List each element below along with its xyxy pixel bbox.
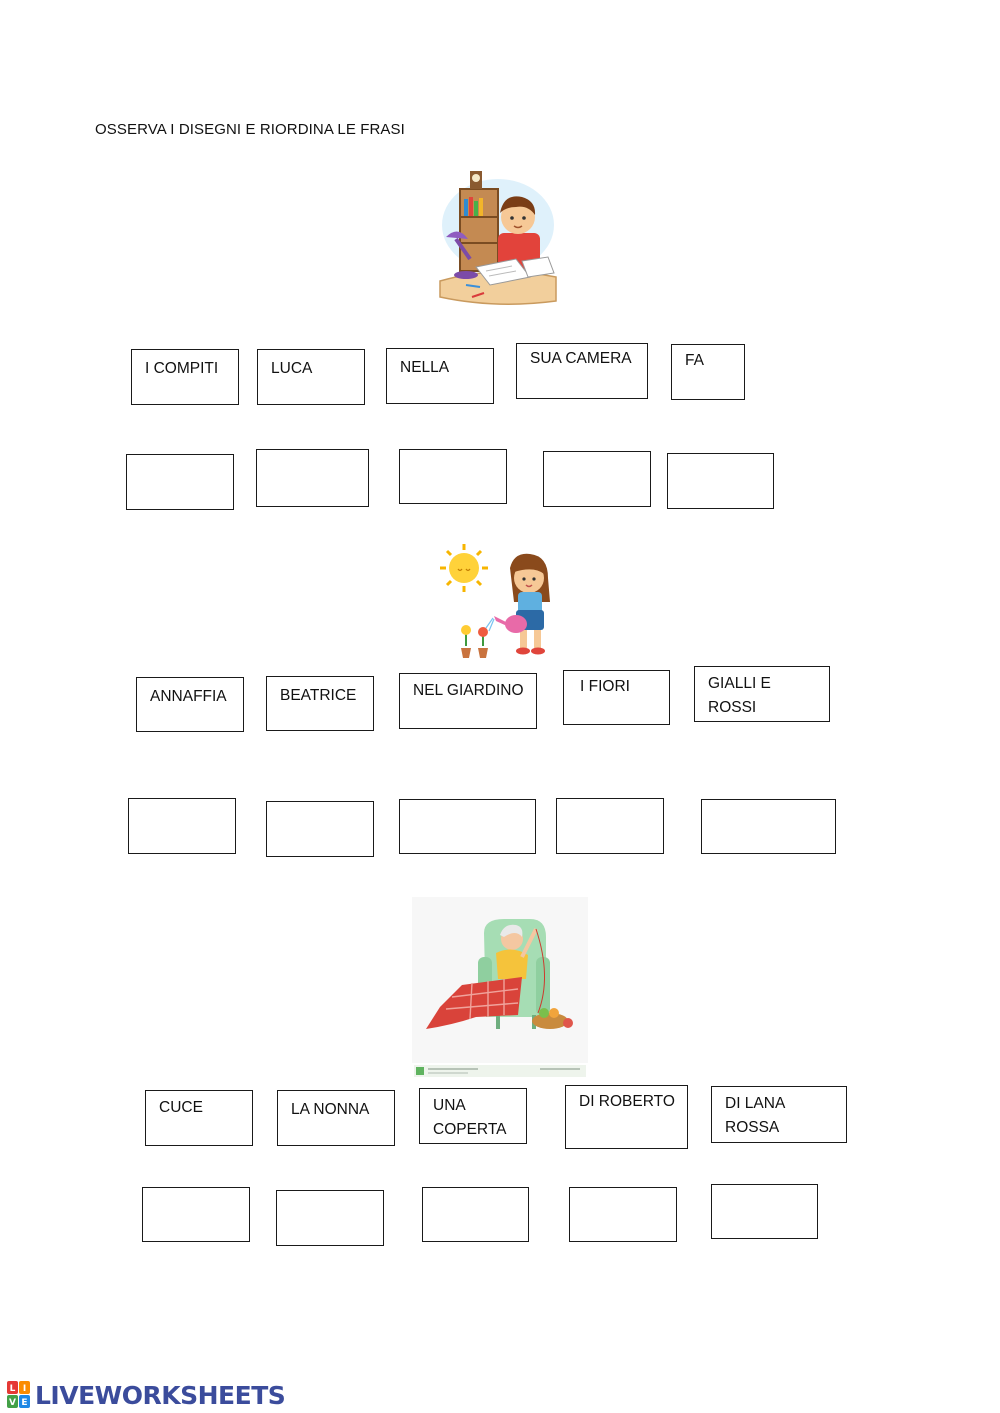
liveworksheets-logo[interactable] — [7, 1381, 285, 1409]
sun-icon — [440, 544, 488, 592]
svg-text:I: I — [22, 1384, 27, 1394]
word-card-fa[interactable] — [671, 344, 745, 400]
svg-text:V: V — [9, 1398, 16, 1408]
svg-text:L: L — [9, 1384, 16, 1394]
boy-doing-homework-illustration — [436, 163, 560, 311]
answer-slot[interactable] — [399, 799, 536, 854]
word-card-i-compiti[interactable] — [131, 349, 239, 405]
word-text: ANNAFFIA — [150, 688, 227, 705]
word-card-sua-camera[interactable] — [516, 343, 648, 399]
logo-text: LIVEWORKSHEETS — [35, 1380, 286, 1410]
word-text: NELLA — [400, 359, 450, 376]
word-text: ROSSA — [725, 1119, 780, 1136]
liveworksheets-logo-icon — [7, 1381, 31, 1409]
answer-slot[interactable] — [543, 451, 651, 507]
word-text: I FIORI — [580, 678, 630, 695]
answer-slot[interactable] — [556, 798, 664, 854]
girl-watering-flowers-illustration — [438, 542, 562, 662]
grandmother-sewing-blanket-illustration — [412, 897, 588, 1079]
answer-slot[interactable] — [711, 1184, 818, 1239]
word-text: NEL GIARDINO — [413, 682, 524, 699]
word-card-gialli-e-rossi[interactable] — [694, 666, 830, 722]
word-card-di-roberto[interactable] — [565, 1085, 688, 1149]
answer-slot[interactable] — [142, 1187, 250, 1242]
answer-slot[interactable] — [422, 1187, 529, 1242]
word-text: GIALLI E — [708, 675, 771, 692]
instruction-title: OSSERVA I DISEGNI E RIORDINA LE FRASI — [95, 121, 405, 138]
word-text: CUCE — [159, 1099, 203, 1116]
word-card-nel-giardino[interactable] — [399, 673, 537, 729]
word-card-la-nonna[interactable] — [277, 1090, 395, 1146]
word-text: COPERTA — [433, 1121, 507, 1138]
word-text: FA — [685, 352, 704, 369]
word-text: LUCA — [271, 360, 313, 377]
word-text: I COMPITI — [145, 360, 219, 377]
word-card-annaffia[interactable] — [136, 677, 244, 732]
answer-slot[interactable] — [276, 1190, 384, 1246]
word-text: DI LANA — [725, 1095, 786, 1112]
svg-text:E: E — [21, 1398, 28, 1408]
word-text: LA NONNA — [291, 1101, 370, 1118]
answer-slot[interactable] — [266, 801, 374, 857]
word-card-beatrice[interactable] — [266, 676, 374, 731]
word-card-di-lana-rossa[interactable] — [711, 1086, 847, 1143]
answer-slot[interactable] — [399, 449, 507, 504]
word-card-cuce[interactable] — [145, 1090, 253, 1146]
answer-slot[interactable] — [569, 1187, 677, 1242]
word-text: SUA CAMERA — [530, 350, 632, 367]
word-text: DI ROBERTO — [579, 1093, 675, 1110]
answer-slot[interactable] — [126, 454, 234, 510]
word-text: ROSSI — [708, 699, 757, 716]
word-card-una-coperta[interactable] — [419, 1088, 527, 1144]
word-card-i-fiori[interactable] — [563, 670, 670, 725]
answer-slot[interactable] — [667, 453, 774, 509]
answer-slot[interactable] — [128, 798, 236, 854]
word-text: UNA — [433, 1097, 466, 1114]
answer-slot[interactable] — [256, 449, 369, 507]
answer-slot[interactable] — [701, 799, 836, 854]
word-card-nella[interactable] — [386, 348, 494, 404]
word-card-luca[interactable] — [257, 349, 365, 405]
word-text: BEATRICE — [280, 687, 357, 704]
